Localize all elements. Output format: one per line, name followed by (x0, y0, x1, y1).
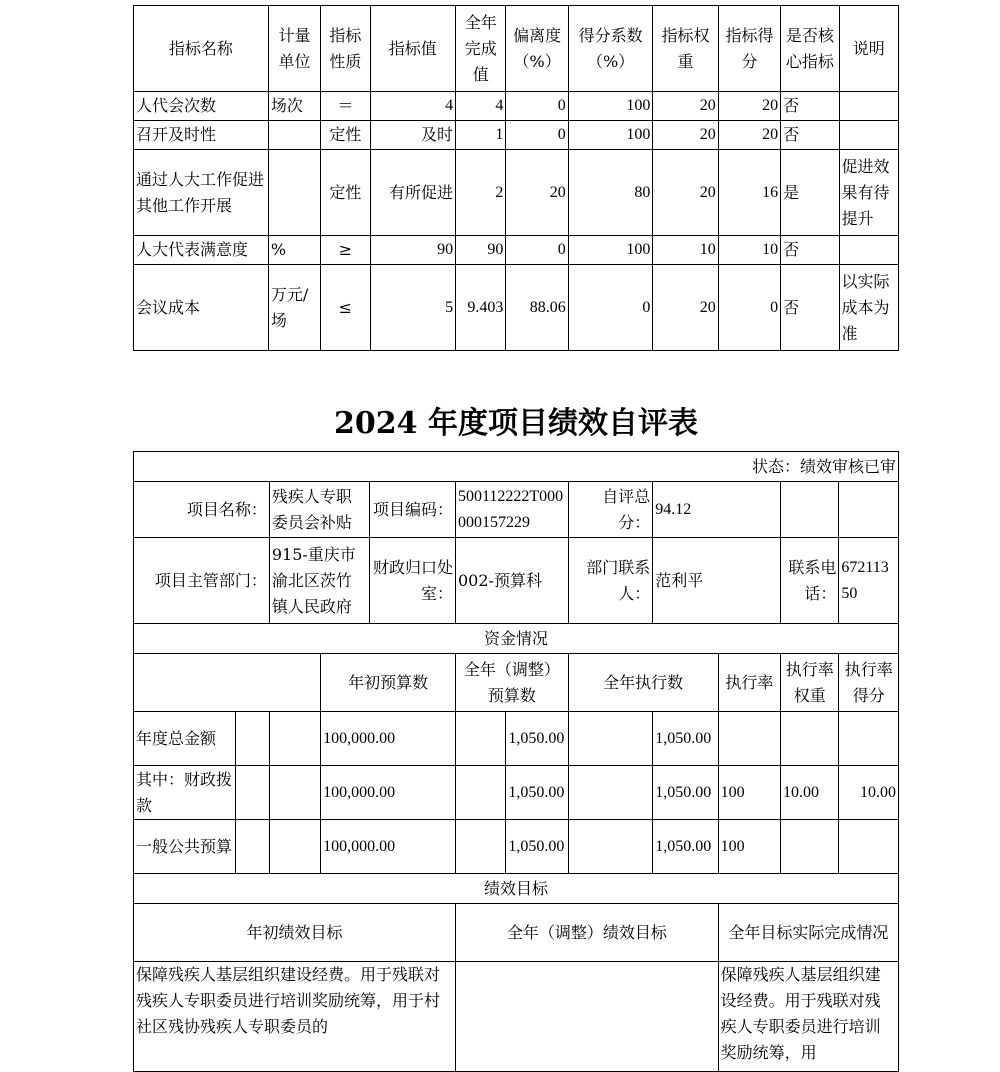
empty-cell (456, 712, 506, 766)
nature: ＝ (321, 92, 370, 121)
header-cell: 计量单位 (268, 6, 320, 92)
nature: ≤ (321, 265, 370, 351)
deviation: 0 (506, 236, 568, 265)
indicator-name: 会议成本 (134, 265, 269, 351)
weight: 20 (653, 92, 718, 121)
header-cell: 是否核心指标 (781, 6, 839, 92)
initial-budget: 100,000.00 (321, 766, 456, 820)
initial-budget: 100,000.00 (321, 712, 456, 766)
table-row (134, 265, 899, 351)
dept-label: 项目主管部门： (134, 538, 270, 624)
project-code: 500112222T000000157229 (456, 482, 569, 538)
funds-title-row (134, 624, 899, 654)
empty-cell (269, 820, 320, 874)
evaluation-table (133, 451, 899, 1072)
header-cell: 指标名称 (134, 6, 269, 92)
goals-title: 绩效目标 (134, 874, 899, 904)
table-row (134, 712, 899, 766)
exec-rate: 100 (718, 820, 780, 874)
dept-info-row (134, 538, 899, 624)
nature: ≥ (321, 236, 370, 265)
phone-label: 联系电话： (781, 538, 839, 624)
actual-value: 1 (456, 121, 506, 150)
target-value: 4 (370, 92, 456, 121)
total-score: 94.12 (653, 482, 781, 538)
header-cell: 全年（调整）绩效目标 (456, 904, 719, 962)
deviation: 0 (506, 92, 568, 121)
project-code-label: 项目编码： (370, 482, 456, 538)
header-cell: 指标权重 (653, 6, 718, 92)
unit (268, 150, 320, 236)
weight: 10 (653, 236, 718, 265)
header-cell: 指标性质 (321, 6, 370, 92)
empty-cell (456, 766, 506, 820)
contact-label: 部门联系人： (568, 538, 653, 624)
exec-score (839, 712, 899, 766)
header-cell: 得分系数（%） (568, 6, 653, 92)
header-cell: 指标得分 (718, 6, 780, 92)
funds-label: 其中：财政拨款 (134, 766, 236, 820)
deviation: 0 (506, 121, 568, 150)
actual-value: 90 (456, 236, 506, 265)
weight: 20 (653, 265, 718, 351)
empty-cell (456, 820, 506, 874)
empty-cell (235, 712, 269, 766)
adjusted-budget: 1,050.00 (506, 766, 568, 820)
phone: 67211350 (839, 538, 899, 624)
header-cell: 偏离度（%） (506, 6, 568, 92)
executed: 1,050.00 (653, 820, 718, 874)
note (839, 236, 898, 265)
table-row (134, 92, 899, 121)
actual-value: 4 (456, 92, 506, 121)
header-cell: 执行率得分 (839, 654, 899, 712)
actual-value: 2 (456, 150, 506, 236)
header-cell: 全年执行数 (568, 654, 718, 712)
indicator-name: 召开及时性 (134, 121, 269, 150)
adjusted-budget: 1,050.00 (506, 712, 568, 766)
funds-label: 年度总金额 (134, 712, 236, 766)
exec-weight: 10.00 (781, 766, 839, 820)
header-cell: 年初绩效目标 (134, 904, 456, 962)
table-row (134, 820, 899, 874)
target-value: 有所促进 (370, 150, 456, 236)
note: 促进效果有待提升 (839, 150, 898, 236)
header-cell: 年初预算数 (321, 654, 456, 712)
empty-cell (235, 766, 269, 820)
empty-cell (568, 820, 653, 874)
is-core: 否 (781, 265, 839, 351)
deviation: 88.06 (506, 265, 568, 351)
score: 16 (718, 150, 780, 236)
score-coef: 80 (568, 150, 653, 236)
exec-weight (781, 712, 839, 766)
funds-label: 一般公共预算 (134, 820, 236, 874)
score: 0 (718, 265, 780, 351)
header-cell: 全年完成值 (456, 6, 506, 92)
header-cell: 执行率 (718, 654, 780, 712)
empty-cell (568, 766, 653, 820)
project-info-row (134, 482, 899, 538)
empty-cell (134, 654, 321, 712)
note (839, 121, 898, 150)
adjusted-goal (456, 962, 719, 1072)
goals-content-row (134, 962, 899, 1072)
unit: 万元/场 (268, 265, 320, 351)
empty-cell (781, 482, 839, 538)
score: 20 (718, 121, 780, 150)
exec-rate (718, 712, 780, 766)
dept: 915-重庆市渝北区茨竹镇人民政府 (269, 538, 370, 624)
actual-value: 9.403 (456, 265, 506, 351)
exec-weight (781, 820, 839, 874)
contact-person: 范利平 (653, 538, 781, 624)
score-coef: 0 (568, 265, 653, 351)
project-name: 残疾人专职委员会补贴 (269, 482, 370, 538)
deviation: 20 (506, 150, 568, 236)
score-label: 自评总分： (568, 482, 653, 538)
empty-cell (839, 482, 899, 538)
table-row (134, 766, 899, 820)
empty-cell (568, 712, 653, 766)
funds-title: 资金情况 (134, 624, 899, 654)
indicator-header-row (134, 6, 899, 92)
weight: 20 (653, 150, 718, 236)
funds-header-row (134, 654, 899, 712)
is-core: 否 (781, 236, 839, 265)
score-coef: 100 (568, 121, 653, 150)
nature: 定性 (321, 150, 370, 236)
header-cell: 指标值 (370, 6, 456, 92)
target-value: 及时 (370, 121, 456, 150)
goals-header-row (134, 904, 899, 962)
score-coef: 100 (568, 92, 653, 121)
indicator-name: 人代会次数 (134, 92, 269, 121)
exec-score (839, 820, 899, 874)
unit: % (268, 236, 320, 265)
score: 20 (718, 92, 780, 121)
executed: 1,050.00 (653, 766, 718, 820)
target-value: 90 (370, 236, 456, 265)
table-row (134, 236, 899, 265)
indicator-name: 人大代表满意度 (134, 236, 269, 265)
target-value: 5 (370, 265, 456, 351)
finance-office: 002-预算科 (456, 538, 569, 624)
header-cell: 执行率权重 (781, 654, 839, 712)
goals-title-row (134, 874, 899, 904)
score: 10 (718, 236, 780, 265)
project-name-label: 项目名称： (134, 482, 270, 538)
indicator-table (133, 5, 899, 351)
page-title: 2024 年度项目绩效自评表 (334, 406, 698, 441)
initial-goal: 保障残疾人基层组织建设经费。用于残联对残疾人专职委员进行培训奖励统筹，用于村社区残协残疾人专职委员的 (134, 962, 456, 1072)
header-cell: 全年（调整）预算数 (456, 654, 569, 712)
empty-cell (269, 712, 320, 766)
exec-score: 10.00 (839, 766, 899, 820)
actual-completion: 保障残疾人基层组织建设经费。用于残联对残疾人专职委员进行培训奖励统筹，用 (718, 962, 898, 1072)
note: 以实际成本为准 (839, 265, 898, 351)
empty-cell (235, 820, 269, 874)
header-cell: 说明 (839, 6, 898, 92)
header-cell: 全年目标实际完成情况 (718, 904, 898, 962)
status-text: 状态：绩效审核已审 (134, 452, 899, 482)
status-row (134, 452, 899, 482)
score-coef: 100 (568, 236, 653, 265)
executed: 1,050.00 (653, 712, 718, 766)
note (839, 92, 898, 121)
initial-budget: 100,000.00 (321, 820, 456, 874)
unit: 场次 (268, 92, 320, 121)
is-core: 是 (781, 150, 839, 236)
indicator-name: 通过人大工作促进其他工作开展 (134, 150, 269, 236)
is-core: 否 (781, 92, 839, 121)
adjusted-budget: 1,050.00 (506, 820, 568, 874)
finance-label: 财政归口处室： (370, 538, 456, 624)
weight: 20 (653, 121, 718, 150)
table-row (134, 150, 899, 236)
exec-rate: 100 (718, 766, 780, 820)
empty-cell (269, 766, 320, 820)
table-row (134, 121, 899, 150)
is-core: 否 (781, 121, 839, 150)
nature: 定性 (321, 121, 370, 150)
unit (268, 121, 320, 150)
